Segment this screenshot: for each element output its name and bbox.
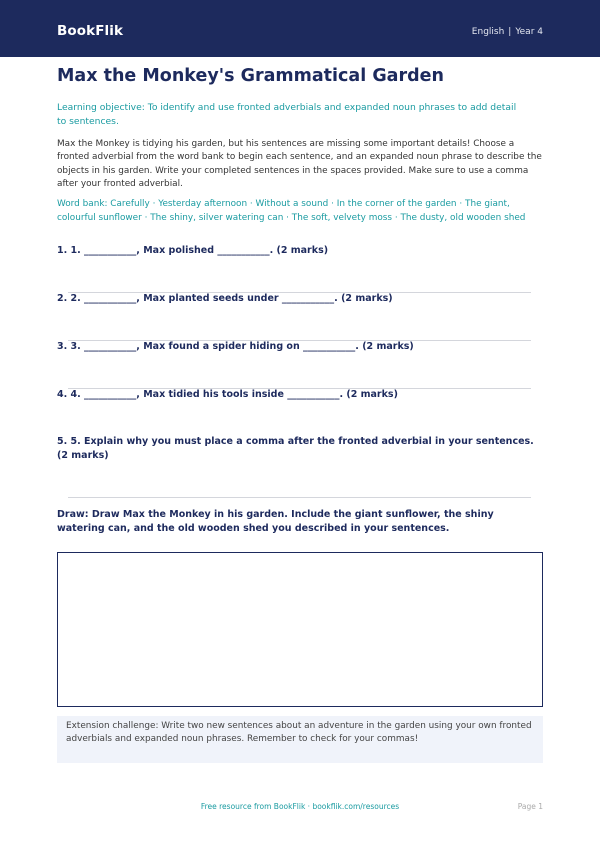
instructions-text: Max the Monkey is tidying his garden, but his sentences are missing some important details! Choose a fronted adverbial from the word bank to begin each sentence, and an expanded noun phrase to describe the objects in his garden. Write your completed sentences in the spaces provided. Make sure to use a comma after your fronted adverbial.: [57, 139, 542, 189]
page-number: Page 1: [517, 802, 543, 811]
question-4: 4. 4. ___________, Max tidied his tools inside ___________. (2 marks): [57, 389, 398, 400]
brand-logo[interactable]: BookFlik: [57, 23, 124, 39]
learning-objective: Learning objective: To identify and use fronted adverbials and expanded noun phrases to add detail to sentences.: [57, 102, 517, 127]
answer-line-5[interactable]: [68, 497, 531, 498]
footer-resource-link[interactable]: Free resource from BookFlik · bookflik.com/resources: [200, 802, 400, 811]
draw-prompt: Draw: Draw Max the Monkey in his garden. Include the giant sunflower, the shiny watering can, and the old wooden shed you described in your sentences.: [57, 509, 494, 534]
header-separator: |: [508, 27, 512, 37]
header-bar: [0, 0, 600, 57]
subject-year-label: [472, 27, 543, 37]
question-2: 2. 2. ___________, Max planted seeds under ___________. (2 marks): [57, 293, 393, 304]
worksheet-title: Max the Monkey's Grammatical Garden: [57, 66, 444, 86]
word-bank: Word bank: Carefully · Yesterday afternoon · Without a sound · In the corner of the garden · The giant, colourful sunflower · The shiny, silver watering can · The soft, velvety moss · The dusty, old wooden shed: [57, 199, 526, 223]
question-3: 3. 3. ___________, Max found a spider hiding on ___________. (2 marks): [57, 341, 414, 352]
year-label: Year 4: [515, 27, 543, 37]
question-5: 5. 5. Explain why you must place a comma after the fronted adverbial in your sentences. (2 marks): [57, 436, 534, 461]
drawing-area[interactable]: [57, 552, 543, 707]
extension-challenge: Extension challenge: Write two new sentences about an adventure in the garden using your own fronted adverbials and expanded noun phrases. Remember to check for your commas!: [57, 716, 543, 763]
subject-label: English: [471, 27, 505, 37]
question-1: 1. 1. ___________, Max polished ___________. (2 marks): [57, 245, 329, 256]
